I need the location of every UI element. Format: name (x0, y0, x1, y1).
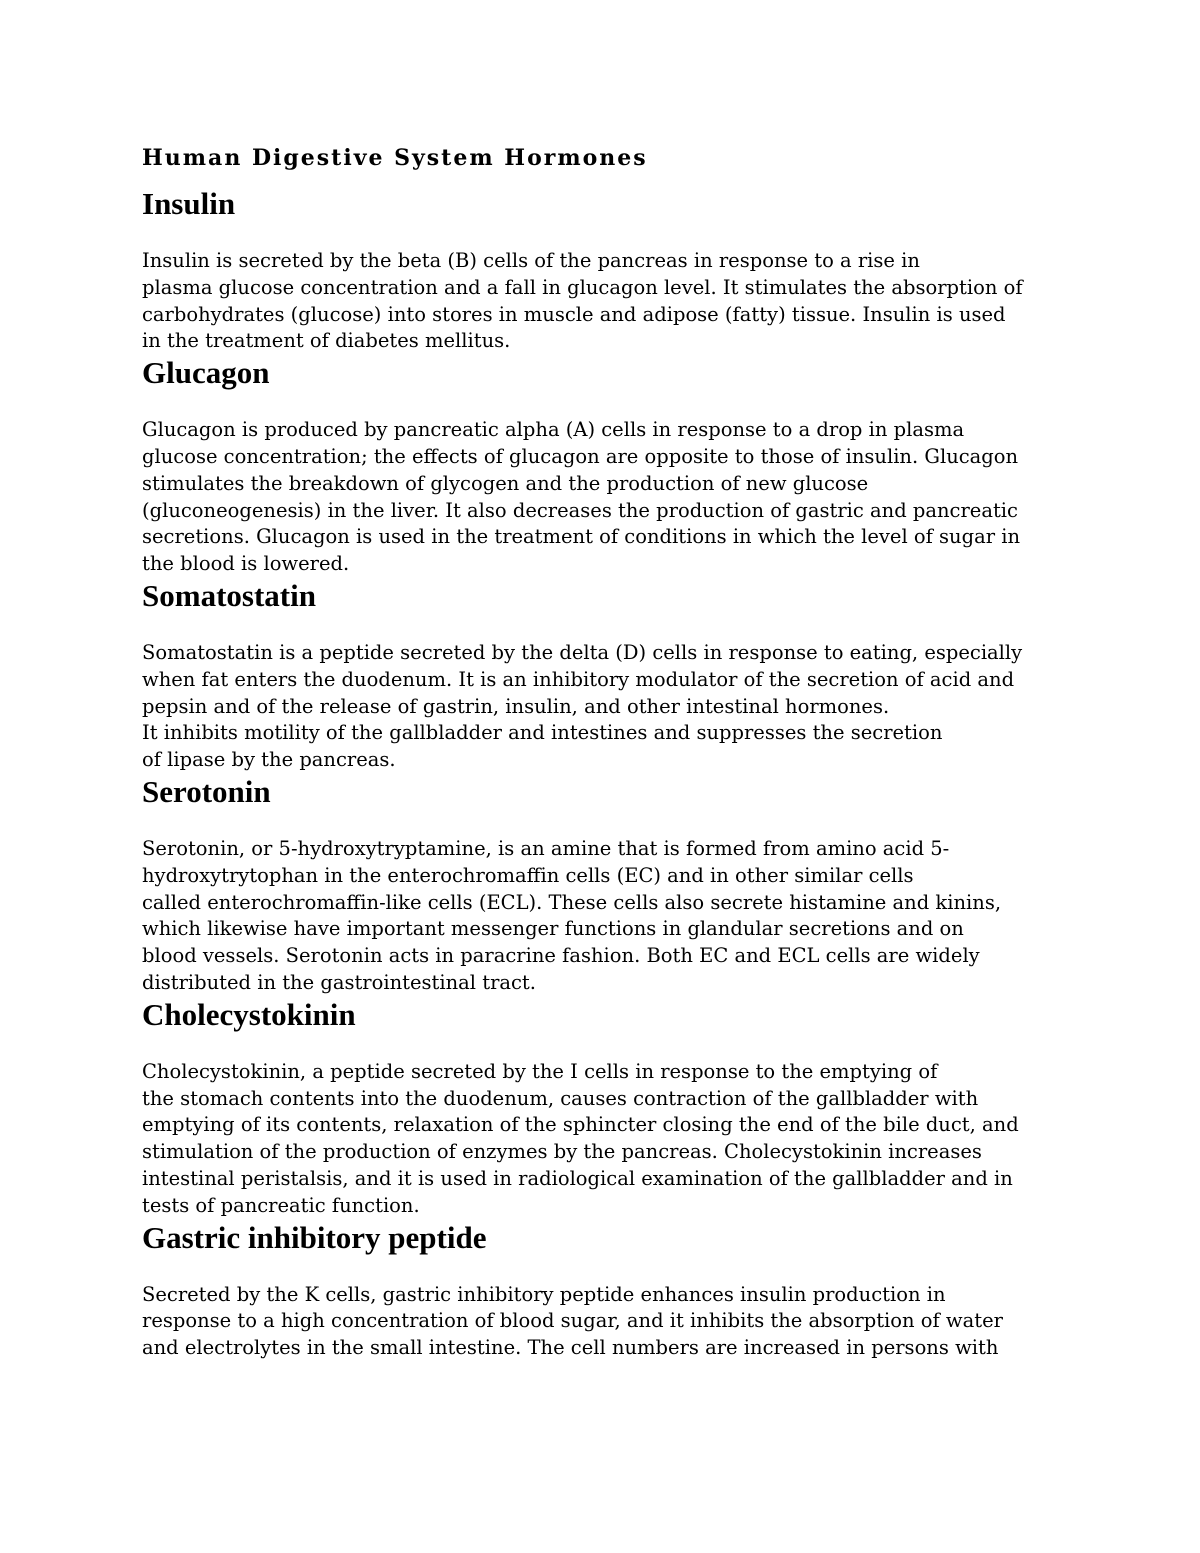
paragraph-line: Glucagon is produced by pancreatic alpha (A) cells in response to a drop in plasma (142, 418, 965, 442)
paragraph-line: stimulates the breakdown of glycogen and the production of new glucose (142, 471, 869, 495)
paragraph-line: (gluconeogenesis) in the liver. It also decreases the production of gastric and pancreatic (142, 498, 1018, 522)
paragraph-line: response to a high concentration of blood sugar, and it inhibits the absorption of water (142, 1309, 1003, 1333)
section-heading: Cholecystokinin (142, 996, 356, 1032)
paragraph-line: secretions. Glucagon is used in the treatment of conditions in which the level of sugar in (142, 525, 1021, 549)
section-paragraph (142, 248, 1072, 355)
paragraph-line: Cholecystokinin, a peptide secreted by the I cells in response to the emptying of (142, 1059, 938, 1083)
paragraph-line: stimulation of the production of enzymes by the pancreas. Cholecystokinin increases (142, 1140, 982, 1164)
document-page (142, 140, 1072, 1362)
paragraph-line: which likewise have important messenger functions in glandular secretions and on (142, 917, 964, 941)
section-serotonin (142, 774, 1072, 997)
paragraph-line: the stomach contents into the duodenum, causes contraction of the gallbladder with (142, 1086, 979, 1110)
paragraph-line: hydroxytrytophan in the enterochromaffin cells (EC) and in other similar cells (142, 863, 914, 887)
paragraph-line: intestinal peristalsis, and it is used in radiological examination of the gallbladder and in (142, 1166, 1013, 1190)
paragraph-line: in the treatment of diabetes mellitus. (142, 329, 511, 353)
paragraph-line: distributed in the gastrointestinal tract. (142, 970, 536, 994)
document-title: Human Digestive System Hormones (142, 145, 648, 171)
section-heading: Somatostatin (142, 577, 316, 613)
section-heading: Glucagon (142, 355, 270, 391)
paragraph-line: pepsin and of the release of gastrin, insulin, and other intestinal hormones. (142, 694, 890, 718)
section-insulin (142, 186, 1072, 355)
paragraph-line: the blood is lowered. (142, 552, 350, 576)
paragraph-line: called enterochromaffin-like cells (ECL). These cells also secrete histamine and kinins, (142, 890, 1002, 914)
paragraph-line: tests of pancreatic function. (142, 1193, 420, 1217)
paragraph-line: and electrolytes in the small intestine. The cell numbers are increased in persons with (142, 1336, 999, 1360)
section-paragraph (142, 640, 1072, 774)
section-paragraph (142, 836, 1072, 997)
section-paragraph (142, 417, 1072, 578)
section-cholecystokinin (142, 997, 1072, 1220)
paragraph-line: when fat enters the duodenum. It is an inhibitory modulator of the secretion of acid and (142, 667, 1015, 691)
paragraph-line: Serotonin, or 5-hydroxytryptamine, is an amine that is formed from amino acid 5- (142, 836, 950, 860)
section-paragraph (142, 1282, 1072, 1362)
paragraph-line: It inhibits motility of the gallbladder and intestines and suppresses the secretion (142, 721, 943, 745)
paragraph-line: blood vessels. Serotonin acts in paracrine fashion. Both EC and ECL cells are widely (142, 944, 980, 968)
section-paragraph (142, 1059, 1072, 1220)
section-heading: Insulin (142, 186, 236, 221)
section-gastric-inhibitory-peptide (142, 1220, 1072, 1362)
section-heading: Serotonin (142, 773, 271, 809)
paragraph-line: emptying of its contents, relaxation of the sphincter closing the end of the bile duct, and (142, 1113, 1019, 1137)
paragraph-line: of lipase by the pancreas. (142, 748, 396, 772)
paragraph-line: glucose concentration; the effects of glucagon are opposite to those of insulin. Glucagon (142, 444, 1019, 468)
section-glucagon (142, 355, 1072, 578)
paragraph-line: Secreted by the K cells, gastric inhibitory peptide enhances insulin production in (142, 1282, 946, 1306)
paragraph-line: carbohydrates (glucose) into stores in muscle and adipose (fatty) tissue. Insulin is used (142, 302, 1006, 326)
paragraph-line: Insulin is secreted by the beta (B) cells of the pancreas in response to a rise in (142, 249, 920, 272)
paragraph-line: Somatostatin is a peptide secreted by the delta (D) cells in response to eating, especially (142, 640, 1023, 664)
section-heading: Gastric inhibitory peptide (142, 1219, 487, 1255)
paragraph-line: plasma glucose concentration and a fall in glucagon level. It stimulates the absorption of (142, 275, 1023, 299)
section-somatostatin (142, 578, 1072, 774)
